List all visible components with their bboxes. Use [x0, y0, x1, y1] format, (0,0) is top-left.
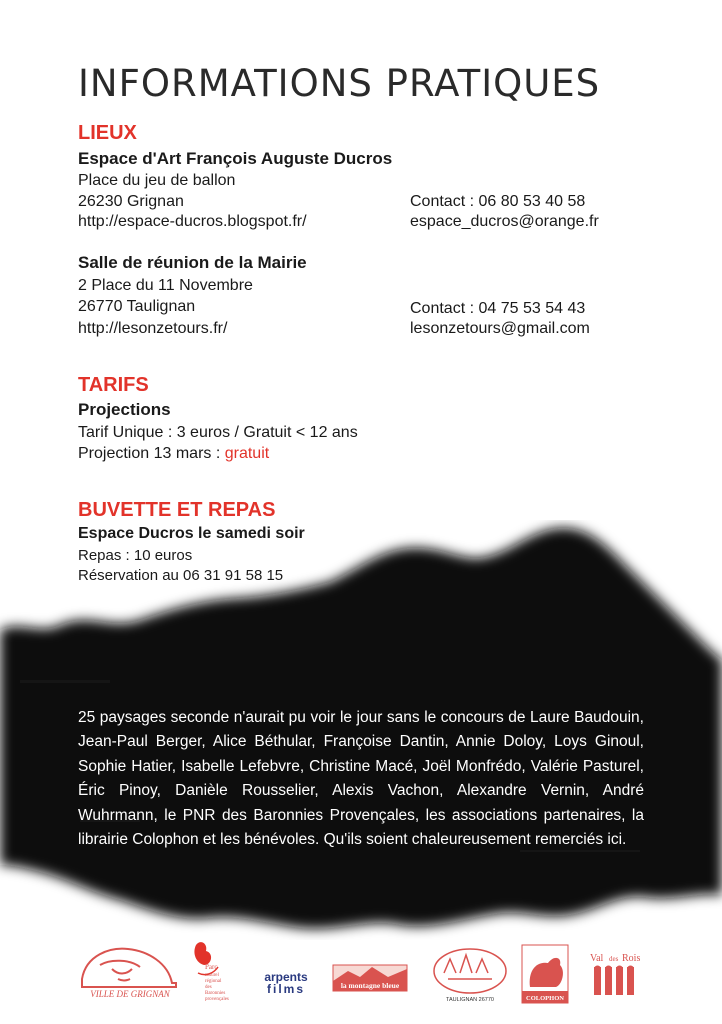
tarifs-line1: Tarif Unique : 3 euros / Gratuit < 12 ans — [78, 424, 358, 441]
rois-text: Rois — [622, 953, 641, 964]
val-des-rois-logo — [590, 953, 640, 995]
buvette-subheading: Espace Ducros le samedi soir — [78, 525, 305, 542]
venue2-address-line1: 2 Place du 11 Novembre — [78, 277, 253, 294]
venue1-address-line2: 26230 Grignan — [78, 193, 184, 210]
colophon-text: COLOPHON — [526, 995, 564, 1002]
tarifs-line2 — [78, 445, 269, 463]
venue1-website-link[interactable]: http://espace-ducros.blogspot.fr/ — [78, 213, 307, 230]
ville-de-grignan-text: VILLE DE GRIGNAN — [90, 989, 170, 999]
arpents-text: arpents — [264, 970, 308, 984]
venue2-name: Salle de réunion de la Mairie — [78, 253, 307, 272]
parc-text-5: Baronnies — [205, 991, 226, 996]
parc-text-6: provençales — [205, 997, 229, 1002]
des-text: des — [609, 955, 619, 963]
venue2-email-link[interactable]: lesonzetours@gmail.com — [410, 320, 590, 337]
tarifs-heading: TARIFS — [78, 374, 149, 396]
onze-tours-text: TAULIGNAN 26770 — [446, 997, 494, 1003]
venue2-website-link[interactable]: http://lesonzetours.fr/ — [78, 320, 228, 337]
onze-tours-logo — [434, 949, 506, 1003]
ville-de-grignan-logo — [82, 949, 176, 999]
colophon-logo — [522, 945, 568, 1003]
venue1-name: Espace d'Art François Auguste Ducros — [78, 149, 393, 168]
page-title: INFORMATIONS PRATIQUES — [78, 62, 601, 105]
lieux-heading: LIEUX — [78, 122, 137, 144]
parc-text-2: naturel — [205, 973, 219, 978]
films-text: films — [266, 982, 306, 996]
partner-logos — [0, 935, 722, 1024]
venue2-contact: Contact : 04 75 53 54 43 — [410, 300, 586, 317]
val-text: Val — [590, 953, 604, 964]
venue2-address-line2: 26770 Taulignan — [78, 298, 196, 315]
arpents-films-logo — [264, 970, 308, 996]
tarifs-subheading: Projections — [78, 400, 171, 419]
venue1-address-line1: Place du jeu de ballon — [78, 172, 236, 189]
venue1-contact: Contact : 06 80 53 40 58 — [410, 193, 586, 210]
parc-baronnies-logo — [194, 942, 229, 1002]
thanks-paragraph: 25 paysages seconde n'aurait pu voir le jour sans le concours de Laure Baudouin, Jean-Paul Berger, Alice Béthular, Françoise Dantin, Annie Doloy, Loys Ginoul, Sophie Hatier, Isabelle Lefebvre, Christine Macé, Joël Monfrédo, Valérie Pasturel, Éric Pinoy, Danièle Rousselier, Alexis Vachon, Alexandre Vernin, André Wuhrmann, le PNR des Baronnies Provençales, les associations partenaires, la librairie Colophon et les bénévoles. Qu'ils soient chaleureusement remerciés ici. — [78, 708, 644, 848]
parc-text-1: Parc — [205, 963, 218, 971]
montagne-text: la montagne bleue — [340, 981, 400, 990]
tarifs-line2-prefix: Projection 13 mars : — [78, 445, 225, 462]
buvette-line2: Réservation au 06 31 91 58 15 — [78, 567, 284, 584]
venue1-email-link[interactable]: espace_ducros@orange.fr — [410, 213, 599, 230]
tarifs-free-highlight: gratuit — [224, 445, 270, 462]
montagne-bleue-logo — [333, 965, 407, 991]
parc-text-4: des — [205, 985, 212, 990]
buvette-heading: BUVETTE ET REPAS — [78, 499, 276, 521]
parc-text-3: régional — [205, 979, 222, 984]
buvette-line1: Repas : 10 euros — [78, 547, 193, 564]
